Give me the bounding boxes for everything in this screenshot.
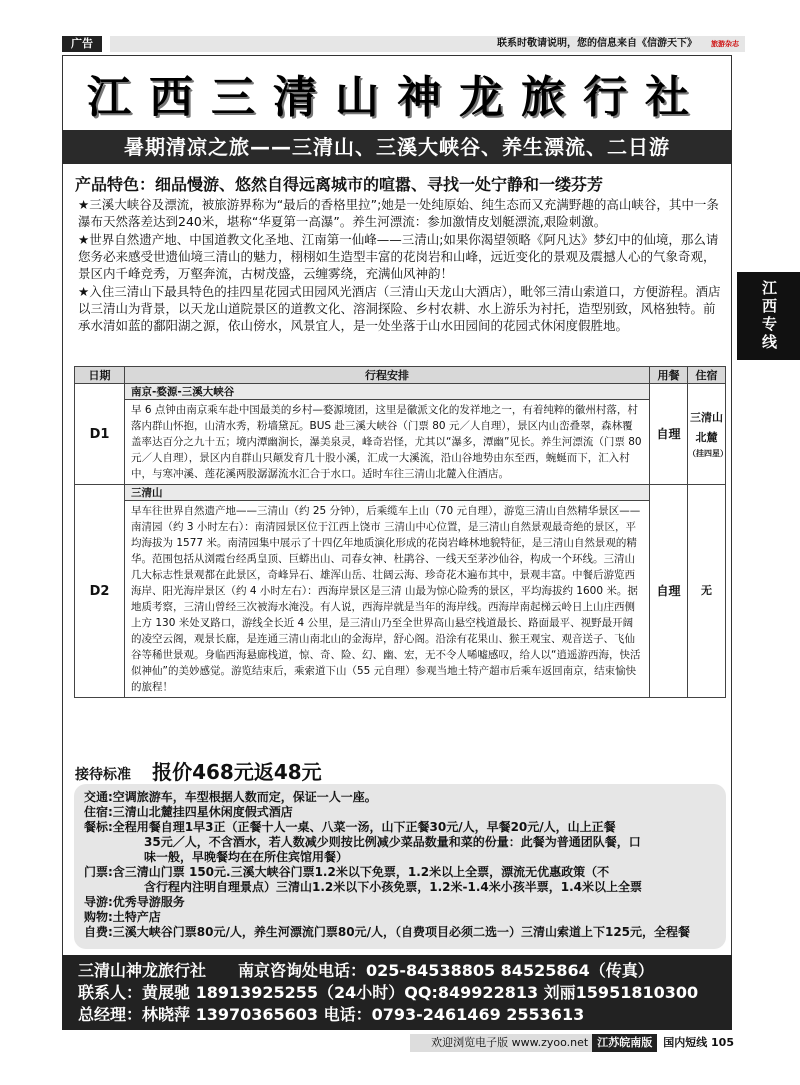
schedule-cell <box>125 384 650 485</box>
contact-line: 三清山神龙旅行社 南京咨询处电话：025-84538805 84525864（传真） <box>78 961 654 980</box>
header-date: 日期 <box>75 367 125 384</box>
stay-text: 三清山北麓 <box>690 411 723 444</box>
service-standards <box>74 784 726 949</box>
route-description: 早车往世界自然遗产地——三清山（约 25 分钟），后乘缆车上山（70 元自理），游览三清山自然精华景区——南清园（约 3 小时左右）：南清园景区位于江西上饶市 三清山中心位置，是三清山自然景观最奇绝的景区，平均海拔为 1577 米。南清园集中展示了十四亿年地质演化形成的花岗岩峰林地貌特征，是三清山自然景观的精华。范围包括从浏霞台经禹皇顶、巨蟒出山、司春女神、杜鹃谷、一线天至茅沙仙谷，构成一个环线。三清山几大标志性景观都在此景区，奇峰异石、雄浑山岳、壮阔云海、珍奇花木遍布其中，景观丰富。中餐后游览西海岸、阳光海岸景区（约 4 小时左右）：西海岸景区是三清 山最为惊心险秀的景区，平均海拔约 1600 米。据地质考察，三清山曾经三次被海水淹没。有人说，西海岸就是当年的海岸线。西海岸南起梯云岭日上山庄西侧上方 130 米处叉路口，游线全长近 4 公里，是三清山乃至全世界高山悬空栈道最长、路面最平、视野最开阔的凌空云阁，观景长廊，是连通三清山南北山的金海岸，舒心阁。沿涂有花果山、猴王观宝、观音送子、飞仙谷等稀世景观。身临西海悬廊栈道，惊、奇、险、幻、幽、宏，无不令人唏嘘感叹，给人以“逍遥游西海，快活似神仙”的美妙感觉。游览结束后，乘索道下山（55 元自理）参观当地土特产超市后乘车返回南京，结束愉快的旅程！ <box>131 505 641 693</box>
info-line: 交通:空调旅游车，车型根据人数而定，保证一人一座。 <box>84 790 377 804</box>
table-row <box>75 485 726 698</box>
day-cell: D2 <box>75 485 125 698</box>
schedule-cell <box>125 485 650 698</box>
price-label: 接待标准 <box>75 767 131 783</box>
price-row <box>75 756 720 782</box>
route-title: 三清山 <box>125 485 649 501</box>
info-line: 自费:三溪大峡谷门票80元/人，养生河漂流门票80元/人，（自费项目必须二选一）三清山索道上下125元，全程餐 <box>84 925 691 939</box>
magazine-logo: 旅游杂志 <box>711 40 739 48</box>
header-meal: 用餐 <box>650 367 688 384</box>
header-stay: 住宿 <box>688 367 726 384</box>
itinerary-table <box>74 366 726 698</box>
info-line: 味一般，早晚餐均在在所住宾馆用餐） <box>144 850 349 864</box>
page-footer <box>410 1034 740 1052</box>
bullet-item: ★三溪大峡谷及漂流，被旅游界称为“最后的香格里拉”;她是一处纯原始、纯生态而又充满野趣的高山峡谷，其中一条瀑布天然落差达到240米，堪称“华夏第一高瀑”。养生河漂流：参加激情皮划艇漂流,艰险刺激。 <box>78 197 719 229</box>
section-tab-jiangxi: 江西专线 <box>737 272 800 360</box>
route-title: 南京-婺源-三溪大峡谷 <box>125 384 649 400</box>
meal-cell: 自理 <box>650 485 688 698</box>
edition-badge: 江苏皖南版 <box>592 1034 657 1052</box>
info-line: 住宿:三清山北麓挂四星休闲度假式酒店 <box>84 805 293 819</box>
ad-tag: 广告 <box>62 36 102 52</box>
company-title <box>62 58 732 128</box>
info-line: 餐标:全程用餐自理1早3正（正餐十人一桌、八菜一汤，山下正餐30元/人，早餐20元/人，山上正餐 <box>84 820 616 834</box>
info-line: 含行程内注明自理景点）三清山1.2米以下小孩免票，1.2米-1.4米小孩半票，1.4米以上全票 <box>144 880 643 894</box>
product-features: 产品特色：细品慢游、悠然自得远离城市的喧嚣、寻找一处宁静和一缕芬芳 <box>75 175 604 194</box>
section-page-number: 国内短线 105 <box>663 1036 734 1049</box>
bullet-item: ★世界自然遗产地、中国道教文化圣地、江南第一仙峰——三清山;如果你渴望领略《阿凡达》梦幻中的仙境，那么请您务必来感受世遗仙境三清山的魅力，栩栩如生造型丰富的花岗岩和山峰，远近变化的景观及震撼人心的气象奇观，景区内千峰竞秀，万壑奔流，古树茂盛，云缠雾绕，充满仙风神韵！ <box>78 232 719 281</box>
info-line: 导游:优秀导游服务 <box>84 895 185 909</box>
stay-cell <box>688 384 726 485</box>
stay-cell <box>688 485 726 698</box>
bullet-item: ★入住三清山下最具特色的挂四星花园式田园风光酒店（三清山天龙山大酒店），毗邻三清山索道口，方便游程。酒店以三清山为背景，以天龙山道院景区的道教文化、溶洞探险、乡村农耕、水上游乐为衬托，造型别致，风格独特。前承水清如蓝的鄱阳湖之源，依山傍水，风景宜人，是一处坐落于山水田园间的花园式休闲度假胜地。 <box>78 284 721 333</box>
contact-note-text: 联系时敬请说明，您的信息来自《信游天下》 <box>497 38 697 49</box>
website-link[interactable]: 欢迎浏览电子版 www.zyoo.net <box>410 1034 592 1052</box>
top-bar <box>0 0 800 55</box>
tour-subtitle: 暑期清凉之旅——三清山、三溪大峡谷、养生漂流、二日游 <box>62 130 732 164</box>
info-line: 35元／人，不含酒水，若人数减少则按比例减少菜品数量和菜的份量：此餐为普通团队餐，口 <box>144 835 641 849</box>
company-title-text: 江西三清山神龙旅行社 <box>87 72 707 123</box>
table-header-row <box>75 367 726 384</box>
price-value: 报价468元返48元 <box>152 760 322 784</box>
info-line: 购物:土特产店 <box>84 910 161 924</box>
contact-line: 总经理：林晓萍 13970365603 电话：0793-2461469 2553613 <box>78 1005 585 1024</box>
info-line: 门票:含三清山门票 150元.三溪大峡谷门票1.2米以下免票，1.2米以上全票，漂流无优惠政策（不 <box>84 865 610 879</box>
stay-text: 无 <box>701 584 712 597</box>
route-description: 早 6 点钟由南京乘车赴中国最美的乡村—婺源境团，这里是徽派文化的发祥地之一，有着纯粹的徽州村落，村落内群山怀抱，山清水秀，粉墙黛瓦。BUS 赴三溪大峡谷（门票 80 元／人自理），景区内山峦叠翠，森林覆盖率达百分之九十五；境内潭幽涧长，瀑美泉灵，峰奇岩怪，尤其以“瀑多，潭幽”见长。养生河漂流（门票 80 元／人自理），景区内自群山只颠发育几十股小溪，汇成一大溪流，沿山谷地势由东至西，蜿蜒而下，汇入村中，与寒冲溪、莲花溪两股潺潺流水汇合于水口。适时车往三清山北麓入住酒店。 <box>131 404 642 480</box>
feature-bullets <box>78 196 726 335</box>
contact-line: 联系人：黄展驰 18913925255（24小时）QQ:849922813 刘丽15951810300 <box>78 983 699 1002</box>
contact-note <box>110 36 745 52</box>
table-row <box>75 384 726 485</box>
stay-note: （挂四星） <box>688 449 728 458</box>
meal-cell: 自理 <box>650 384 688 485</box>
contact-box <box>62 955 732 1030</box>
header-schedule: 行程安排 <box>125 367 650 384</box>
day-cell: D1 <box>75 384 125 485</box>
